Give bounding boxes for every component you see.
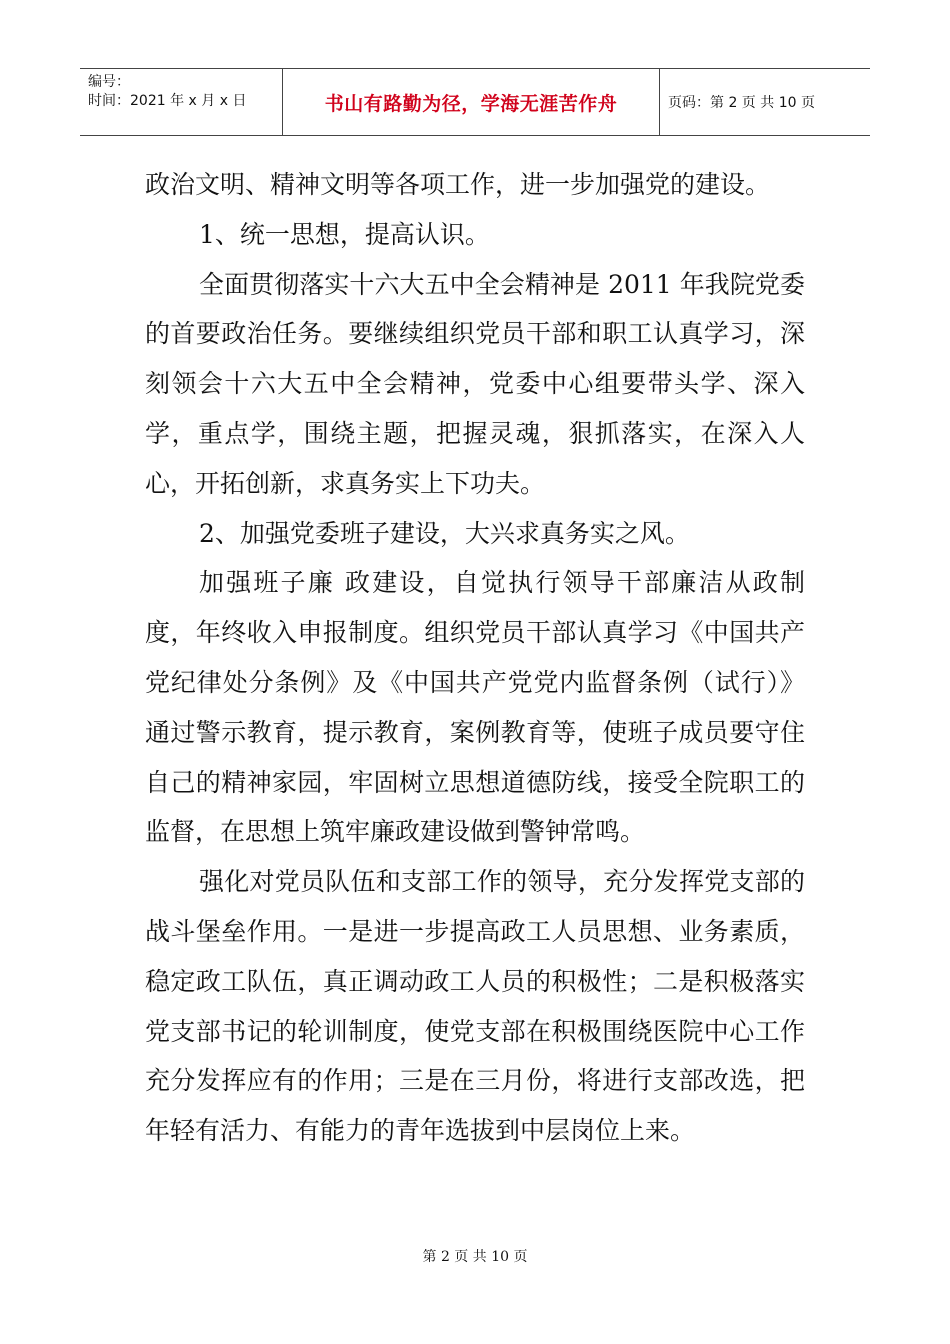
document-header bbox=[80, 68, 870, 136]
page-info-text: 页码：第 2 页 共 10 页 bbox=[668, 95, 815, 111]
footer-page-number: 第 2 页 共 10 页 bbox=[422, 1249, 528, 1265]
code-label: 编号： bbox=[88, 74, 130, 90]
paragraph: 政治文明、精神文明等各项工作，进一步加强党的建设。 bbox=[145, 170, 771, 199]
header-meta bbox=[80, 69, 283, 135]
paragraph: 强化对党员队伍和支部工作的领导，充分发挥党支部的战斗堡垒作用。一是进一步提高政工人员思想、业务素质，稳定政工队伍，真正调动政工人员的积极性；二是积极落实党支部书记的轮训制度，使党支部在积极围绕医院中心工作充分发挥应有的作用；三是在三月份，将进行支部改选，把年轻有活力、有能力的青年选拔到中层岗位上来。 bbox=[145, 867, 805, 1146]
time-label: 时间：2021 年 x 月 x 日 bbox=[88, 93, 247, 109]
header-page-info bbox=[660, 69, 870, 135]
paragraph: 加强班子廉 政建设，自觉执行领导干部廉洁从政制度，年终收入申报制度。组织党员干部认真学习《中国共产党纪律处分条例》及《中国共产党党内监督条例（试行）》通过警示教育，提示教育，案例教育等，使班子成员要守住自己的精神家园，牢固树立思想道德防线，接受全院职工的监督，在思想上筑牢廉政建设做到警钟常鸣。 bbox=[145, 568, 805, 847]
document-body bbox=[145, 160, 805, 1156]
page-footer bbox=[0, 1246, 950, 1266]
section-heading: 2、加强党委班子建设，大兴求真务实之风。 bbox=[199, 518, 690, 548]
header-motto bbox=[283, 69, 660, 135]
paragraph: 全面贯彻落实十六大五中全会精神是 2011 年我院党委的首要政治任务。要继续组织党员干部和职工认真学习，深刻领会十六大五中全会精神，党委中心组要带头学、深入学，重点学，围绕主题，把握灵魂，狠抓落实，在深入人心，开拓创新，求真务实上下功夫。 bbox=[145, 269, 805, 498]
motto-text: 书山有路勤为径，学海无涯苦作舟 bbox=[324, 92, 618, 115]
section-heading: 1、统一思想，提高认识。 bbox=[199, 219, 490, 249]
